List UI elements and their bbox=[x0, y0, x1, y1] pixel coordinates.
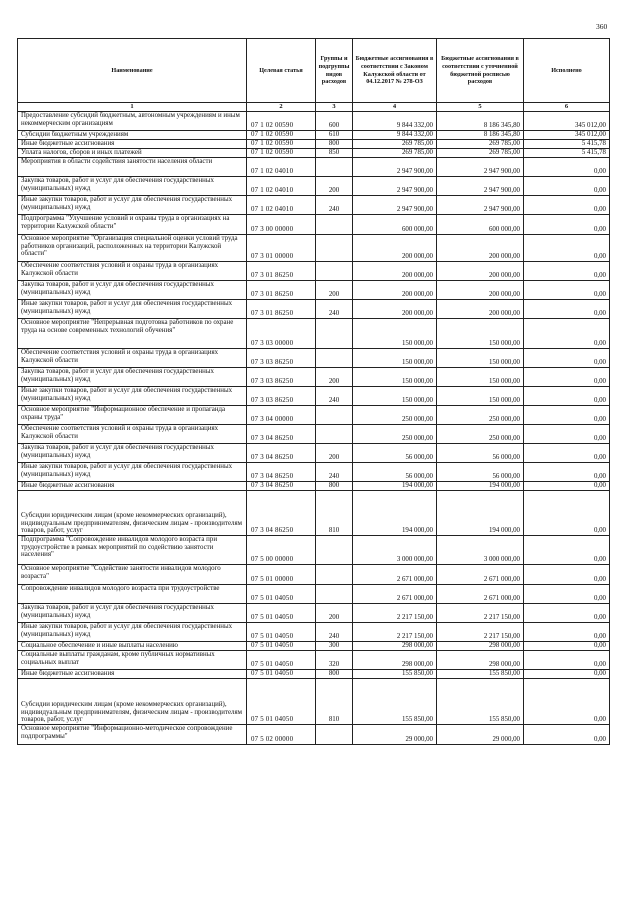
row-name: Иные закупки товаров, работ и услуг для обеспечения государственных (муниципальных) нужд bbox=[18, 387, 247, 406]
row-name: Иные закупки товаров, работ и услуг для обеспечения государственных (муниципальных) нужд bbox=[18, 300, 247, 319]
row-expense-group: 800 bbox=[316, 670, 353, 679]
column-number: 5 bbox=[437, 103, 524, 112]
row-name: Уплата налогов, сборов и иных платежей bbox=[18, 149, 247, 158]
row-name: Основное мероприятие "Информационно-методическое сопровождение подпрограммы" bbox=[18, 725, 247, 745]
row-target-article: 07 5 01 04050 bbox=[247, 604, 316, 623]
row-expense-group: 200 bbox=[316, 281, 353, 300]
row-law-amount: 298 000,00 bbox=[353, 642, 437, 651]
row-name: Предоставление субсидий бюджетным, автономным учреждениям и иным некоммерческим организациям bbox=[18, 112, 247, 131]
row-target-article: 07 1 02 00590 bbox=[247, 131, 316, 140]
row-law-amount: 150 000,00 bbox=[353, 349, 437, 368]
row-updated-amount: 194 000,00 bbox=[437, 491, 524, 536]
table-row bbox=[18, 131, 610, 140]
row-executed-amount: 0,00 bbox=[524, 679, 610, 725]
row-executed-amount: 0,00 bbox=[524, 482, 610, 491]
row-law-amount: 9 844 332,00 bbox=[353, 131, 437, 140]
row-executed-amount: 0,00 bbox=[524, 585, 610, 604]
row-target-article: 07 3 01 86250 bbox=[247, 262, 316, 281]
row-updated-amount: 2 947 900,00 bbox=[437, 196, 524, 215]
row-target-article: 07 5 02 00000 bbox=[247, 725, 316, 745]
row-name: Обеспечение соответствия условий и охраны труда в организациях Калужской области bbox=[18, 349, 247, 368]
column-number: 2 bbox=[247, 103, 316, 112]
row-law-amount: 150 000,00 bbox=[353, 387, 437, 406]
row-expense-group: 200 bbox=[316, 444, 353, 463]
row-updated-amount: 298 000,00 bbox=[437, 651, 524, 670]
row-executed-amount: 0,00 bbox=[524, 300, 610, 319]
row-target-article: 07 3 04 86250 bbox=[247, 463, 316, 482]
row-expense-group: 240 bbox=[316, 387, 353, 406]
row-target-article: 07 1 02 00590 bbox=[247, 112, 316, 131]
row-expense-group: 850 bbox=[316, 149, 353, 158]
table-row bbox=[18, 281, 610, 300]
row-law-amount: 600 000,00 bbox=[353, 215, 437, 235]
table-row bbox=[18, 149, 610, 158]
row-name: Мероприятия в области содействия занятости населения области bbox=[18, 158, 247, 177]
row-name: Основное мероприятие "Непрерывная подготовка работников по охране труда на основе современных технологий обучения" bbox=[18, 319, 247, 349]
row-target-article: 07 3 04 00000 bbox=[247, 406, 316, 425]
row-updated-amount: 200 000,00 bbox=[437, 262, 524, 281]
header-name: Наименование bbox=[18, 39, 247, 103]
row-target-article: 07 3 03 00000 bbox=[247, 319, 316, 349]
row-law-amount: 56 000,00 bbox=[353, 444, 437, 463]
table-row bbox=[18, 725, 610, 745]
row-updated-amount: 200 000,00 bbox=[437, 235, 524, 262]
row-executed-amount: 0,00 bbox=[524, 349, 610, 368]
header-executed: Исполнено bbox=[524, 39, 610, 103]
row-target-article: 07 1 02 00590 bbox=[247, 140, 316, 149]
table-row bbox=[18, 196, 610, 215]
table-row bbox=[18, 585, 610, 604]
table-row bbox=[18, 349, 610, 368]
row-target-article: 07 3 00 00000 bbox=[247, 215, 316, 235]
row-updated-amount: 150 000,00 bbox=[437, 319, 524, 349]
row-expense-group bbox=[316, 215, 353, 235]
table-row bbox=[18, 463, 610, 482]
table-row bbox=[18, 604, 610, 623]
row-executed-amount: 0,00 bbox=[524, 725, 610, 745]
row-updated-amount: 250 000,00 bbox=[437, 425, 524, 444]
row-name: Обеспечение соответствия условий и охраны труда в организациях Калужской области bbox=[18, 262, 247, 281]
row-executed-amount: 0,00 bbox=[524, 444, 610, 463]
row-name: Иные закупки товаров, работ и услуг для обеспечения государственных (муниципальных) нужд bbox=[18, 196, 247, 215]
row-expense-group: 810 bbox=[316, 679, 353, 725]
row-name: Обеспечение соответствия условий и охраны труда в организациях Калужской области bbox=[18, 425, 247, 444]
row-executed-amount: 0,00 bbox=[524, 215, 610, 235]
row-name: Субсидии бюджетным учреждениям bbox=[18, 131, 247, 140]
table-row bbox=[18, 406, 610, 425]
row-name: Основное мероприятие "Содействие занятости инвалидов молодого возраста" bbox=[18, 565, 247, 585]
row-name: Иные бюджетные ассигнования bbox=[18, 140, 247, 149]
row-law-amount: 9 844 332,00 bbox=[353, 112, 437, 131]
budget-table bbox=[17, 38, 610, 745]
row-name: Закупка товаров, работ и услуг для обеспечения государственных (муниципальных) нужд bbox=[18, 177, 247, 196]
row-expense-group bbox=[316, 725, 353, 745]
row-executed-amount: 0,00 bbox=[524, 463, 610, 482]
row-executed-amount: 345 012,00 bbox=[524, 131, 610, 140]
row-updated-amount: 250 000,00 bbox=[437, 406, 524, 425]
row-name: Иные бюджетные ассигнования bbox=[18, 670, 247, 679]
row-target-article: 07 5 01 04050 bbox=[247, 623, 316, 642]
row-law-amount: 2 947 900,00 bbox=[353, 158, 437, 177]
row-name: Закупка товаров, работ и услуг для обеспечения государственных (муниципальных) нужд bbox=[18, 281, 247, 300]
row-law-amount: 269 785,00 bbox=[353, 149, 437, 158]
row-target-article: 07 1 02 04010 bbox=[247, 158, 316, 177]
row-executed-amount: 0,00 bbox=[524, 604, 610, 623]
row-expense-group bbox=[316, 262, 353, 281]
row-executed-amount: 0,00 bbox=[524, 158, 610, 177]
row-expense-group: 300 bbox=[316, 642, 353, 651]
row-expense-group: 240 bbox=[316, 463, 353, 482]
row-expense-group: 240 bbox=[316, 196, 353, 215]
row-updated-amount: 150 000,00 bbox=[437, 387, 524, 406]
row-executed-amount: 0,00 bbox=[524, 651, 610, 670]
row-target-article: 07 3 04 86250 bbox=[247, 482, 316, 491]
header-target-article: Целевая статья bbox=[247, 39, 316, 103]
row-law-amount: 155 850,00 bbox=[353, 679, 437, 725]
row-updated-amount: 600 000,00 bbox=[437, 215, 524, 235]
row-law-amount: 194 000,00 bbox=[353, 482, 437, 491]
row-executed-amount: 0,00 bbox=[524, 262, 610, 281]
row-name: Подпрограмма "Сопровождение инвалидов молодого возраста при трудоустройстве в рамках мероприятий по содействию занятости населения" bbox=[18, 536, 247, 565]
table-row bbox=[18, 262, 610, 281]
row-target-article: 07 3 04 86250 bbox=[247, 444, 316, 463]
table-row bbox=[18, 651, 610, 670]
table-row bbox=[18, 425, 610, 444]
header-law-allocations: Бюджетные ассигнования в соответствии с Законом Калужской области от 04.12.2017 № 278-ОЗ bbox=[353, 39, 437, 103]
row-expense-group: 240 bbox=[316, 300, 353, 319]
row-law-amount: 2 217 150,00 bbox=[353, 604, 437, 623]
table-row bbox=[18, 158, 610, 177]
row-law-amount: 194 000,00 bbox=[353, 491, 437, 536]
row-target-article: 07 3 04 86250 bbox=[247, 425, 316, 444]
row-name: Иные закупки товаров, работ и услуг для обеспечения государственных (муниципальных) нужд bbox=[18, 623, 247, 642]
row-target-article: 07 3 04 86250 bbox=[247, 491, 316, 536]
row-name: Субсидии юридическим лицам (кроме некоммерческих организаций), индивидуальным предпринимателям, физическим лицам - производителям товаров, работ, услуг bbox=[18, 491, 247, 536]
row-name: Основное мероприятие "Организация специальной оценки условий труда работников организаций, расположенных на территории Калужской области" bbox=[18, 235, 247, 262]
row-executed-amount: 0,00 bbox=[524, 177, 610, 196]
row-updated-amount: 200 000,00 bbox=[437, 300, 524, 319]
row-expense-group bbox=[316, 565, 353, 585]
column-number: 4 bbox=[353, 103, 437, 112]
table-row bbox=[18, 235, 610, 262]
row-name: Подпрограмма "Улучшение условий и охраны труда в организациях на территории Калужской области" bbox=[18, 215, 247, 235]
row-target-article: 07 1 02 00590 bbox=[247, 149, 316, 158]
row-updated-amount: 298 000,00 bbox=[437, 642, 524, 651]
table-row bbox=[18, 623, 610, 642]
row-updated-amount: 2 947 900,00 bbox=[437, 177, 524, 196]
table-row bbox=[18, 482, 610, 491]
row-updated-amount: 200 000,00 bbox=[437, 281, 524, 300]
row-expense-group: 810 bbox=[316, 491, 353, 536]
row-executed-amount: 5 415,78 bbox=[524, 149, 610, 158]
row-updated-amount: 56 000,00 bbox=[437, 463, 524, 482]
table-row bbox=[18, 565, 610, 585]
row-target-article: 07 1 02 04010 bbox=[247, 177, 316, 196]
row-expense-group bbox=[316, 235, 353, 262]
row-target-article: 07 5 01 04050 bbox=[247, 651, 316, 670]
row-executed-amount: 0,00 bbox=[524, 642, 610, 651]
page-number: 360 bbox=[596, 22, 608, 31]
row-updated-amount: 56 000,00 bbox=[437, 444, 524, 463]
row-executed-amount: 0,00 bbox=[524, 235, 610, 262]
row-updated-amount: 269 785,00 bbox=[437, 140, 524, 149]
column-number-row bbox=[18, 103, 610, 112]
row-executed-amount: 0,00 bbox=[524, 565, 610, 585]
column-number: 1 bbox=[18, 103, 247, 112]
row-updated-amount: 29 000,00 bbox=[437, 725, 524, 745]
row-expense-group bbox=[316, 158, 353, 177]
row-updated-amount: 8 186 345,80 bbox=[437, 131, 524, 140]
row-updated-amount: 8 186 345,80 bbox=[437, 112, 524, 131]
row-law-amount: 2 671 000,00 bbox=[353, 585, 437, 604]
row-expense-group: 200 bbox=[316, 368, 353, 387]
row-law-amount: 298 000,00 bbox=[353, 651, 437, 670]
table-row bbox=[18, 444, 610, 463]
row-target-article: 07 5 01 04050 bbox=[247, 585, 316, 604]
row-law-amount: 200 000,00 bbox=[353, 262, 437, 281]
row-updated-amount: 150 000,00 bbox=[437, 349, 524, 368]
row-executed-amount: 0,00 bbox=[524, 491, 610, 536]
row-target-article: 07 5 01 00000 bbox=[247, 565, 316, 585]
table-row bbox=[18, 387, 610, 406]
row-updated-amount: 155 850,00 bbox=[437, 670, 524, 679]
table-row bbox=[18, 215, 610, 235]
row-expense-group bbox=[316, 349, 353, 368]
table-row bbox=[18, 536, 610, 565]
row-name: Сопровождение инвалидов молодого возраста при трудоустройстве bbox=[18, 585, 247, 604]
table-row bbox=[18, 300, 610, 319]
row-updated-amount: 150 000,00 bbox=[437, 368, 524, 387]
table-row bbox=[18, 642, 610, 651]
row-target-article: 07 1 02 04010 bbox=[247, 196, 316, 215]
row-executed-amount: 0,00 bbox=[524, 536, 610, 565]
row-expense-group: 200 bbox=[316, 177, 353, 196]
row-law-amount: 2 217 150,00 bbox=[353, 623, 437, 642]
row-target-article: 07 3 01 86250 bbox=[247, 281, 316, 300]
row-name: Основное мероприятие "Информационное обеспечение и пропаганда охраны труда" bbox=[18, 406, 247, 425]
row-law-amount: 250 000,00 bbox=[353, 425, 437, 444]
column-number: 6 bbox=[524, 103, 610, 112]
row-expense-group bbox=[316, 406, 353, 425]
row-target-article: 07 5 01 04050 bbox=[247, 679, 316, 725]
row-updated-amount: 2 217 150,00 bbox=[437, 604, 524, 623]
row-law-amount: 200 000,00 bbox=[353, 300, 437, 319]
row-law-amount: 250 000,00 bbox=[353, 406, 437, 425]
row-updated-amount: 3 000 000,00 bbox=[437, 536, 524, 565]
row-executed-amount: 0,00 bbox=[524, 425, 610, 444]
row-law-amount: 200 000,00 bbox=[353, 235, 437, 262]
table-row bbox=[18, 112, 610, 131]
row-updated-amount: 2 671 000,00 bbox=[437, 565, 524, 585]
row-executed-amount: 0,00 bbox=[524, 319, 610, 349]
row-updated-amount: 2 947 900,00 bbox=[437, 158, 524, 177]
row-updated-amount: 194 000,00 bbox=[437, 482, 524, 491]
row-executed-amount: 5 415,78 bbox=[524, 140, 610, 149]
header-expense-group: Группы и подгруппы видов расходов bbox=[316, 39, 353, 103]
row-expense-group: 320 bbox=[316, 651, 353, 670]
row-target-article: 07 5 01 04050 bbox=[247, 642, 316, 651]
row-updated-amount: 2 217 150,00 bbox=[437, 623, 524, 642]
row-law-amount: 150 000,00 bbox=[353, 319, 437, 349]
row-executed-amount: 0,00 bbox=[524, 196, 610, 215]
row-law-amount: 200 000,00 bbox=[353, 281, 437, 300]
row-law-amount: 269 785,00 bbox=[353, 140, 437, 149]
row-updated-amount: 2 671 000,00 bbox=[437, 585, 524, 604]
row-executed-amount: 345 012,00 bbox=[524, 112, 610, 131]
row-updated-amount: 155 850,00 bbox=[437, 679, 524, 725]
row-law-amount: 150 000,00 bbox=[353, 368, 437, 387]
row-expense-group bbox=[316, 425, 353, 444]
table-row bbox=[18, 319, 610, 349]
row-law-amount: 2 947 900,00 bbox=[353, 196, 437, 215]
row-name: Социальные выплаты гражданам, кроме публичных нормативных социальных выплат bbox=[18, 651, 247, 670]
row-target-article: 07 3 03 86250 bbox=[247, 368, 316, 387]
row-target-article: 07 3 01 00000 bbox=[247, 235, 316, 262]
header-updated-allocations: Бюджетные ассигнования в соответствии с уточненной бюджетной росписью расходов bbox=[437, 39, 524, 103]
row-expense-group: 240 bbox=[316, 623, 353, 642]
row-target-article: 07 5 00 00000 bbox=[247, 536, 316, 565]
row-target-article: 07 3 01 86250 bbox=[247, 300, 316, 319]
row-updated-amount: 269 785,00 bbox=[437, 149, 524, 158]
table-row bbox=[18, 140, 610, 149]
row-executed-amount: 0,00 bbox=[524, 670, 610, 679]
table-row bbox=[18, 368, 610, 387]
row-executed-amount: 0,00 bbox=[524, 281, 610, 300]
row-executed-amount: 0,00 bbox=[524, 387, 610, 406]
row-name: Социальное обеспечение и иные выплаты населению bbox=[18, 642, 247, 651]
row-expense-group bbox=[316, 536, 353, 565]
column-number: 3 bbox=[316, 103, 353, 112]
row-target-article: 07 5 01 04050 bbox=[247, 670, 316, 679]
row-expense-group: 800 bbox=[316, 482, 353, 491]
row-target-article: 07 3 03 86250 bbox=[247, 349, 316, 368]
row-executed-amount: 0,00 bbox=[524, 406, 610, 425]
row-expense-group: 800 bbox=[316, 140, 353, 149]
row-name: Иные закупки товаров, работ и услуг для обеспечения государственных (муниципальных) нужд bbox=[18, 463, 247, 482]
row-name: Субсидии юридическим лицам (кроме некоммерческих организаций), индивидуальным предпринимателям, физическим лицам - производителям товаров, работ, услуг bbox=[18, 679, 247, 725]
row-law-amount: 2 947 900,00 bbox=[353, 177, 437, 196]
row-expense-group bbox=[316, 319, 353, 349]
row-law-amount: 155 850,00 bbox=[353, 670, 437, 679]
row-target-article: 07 3 03 86250 bbox=[247, 387, 316, 406]
row-law-amount: 2 671 000,00 bbox=[353, 565, 437, 585]
row-name: Закупка товаров, работ и услуг для обеспечения государственных (муниципальных) нужд bbox=[18, 368, 247, 387]
row-expense-group: 200 bbox=[316, 604, 353, 623]
header-row bbox=[18, 39, 610, 103]
row-law-amount: 56 000,00 bbox=[353, 463, 437, 482]
row-expense-group bbox=[316, 585, 353, 604]
row-expense-group: 600 bbox=[316, 112, 353, 131]
row-name: Закупка товаров, работ и услуг для обеспечения государственных (муниципальных) нужд bbox=[18, 604, 247, 623]
table-row bbox=[18, 491, 610, 536]
row-law-amount: 3 000 000,00 bbox=[353, 536, 437, 565]
table-row bbox=[18, 177, 610, 196]
row-name: Иные бюджетные ассигнования bbox=[18, 482, 247, 491]
row-executed-amount: 0,00 bbox=[524, 368, 610, 387]
table-row bbox=[18, 670, 610, 679]
row-name: Закупка товаров, работ и услуг для обеспечения государственных (муниципальных) нужд bbox=[18, 444, 247, 463]
row-law-amount: 29 000,00 bbox=[353, 725, 437, 745]
row-expense-group: 610 bbox=[316, 131, 353, 140]
row-executed-amount: 0,00 bbox=[524, 623, 610, 642]
table-row bbox=[18, 679, 610, 725]
